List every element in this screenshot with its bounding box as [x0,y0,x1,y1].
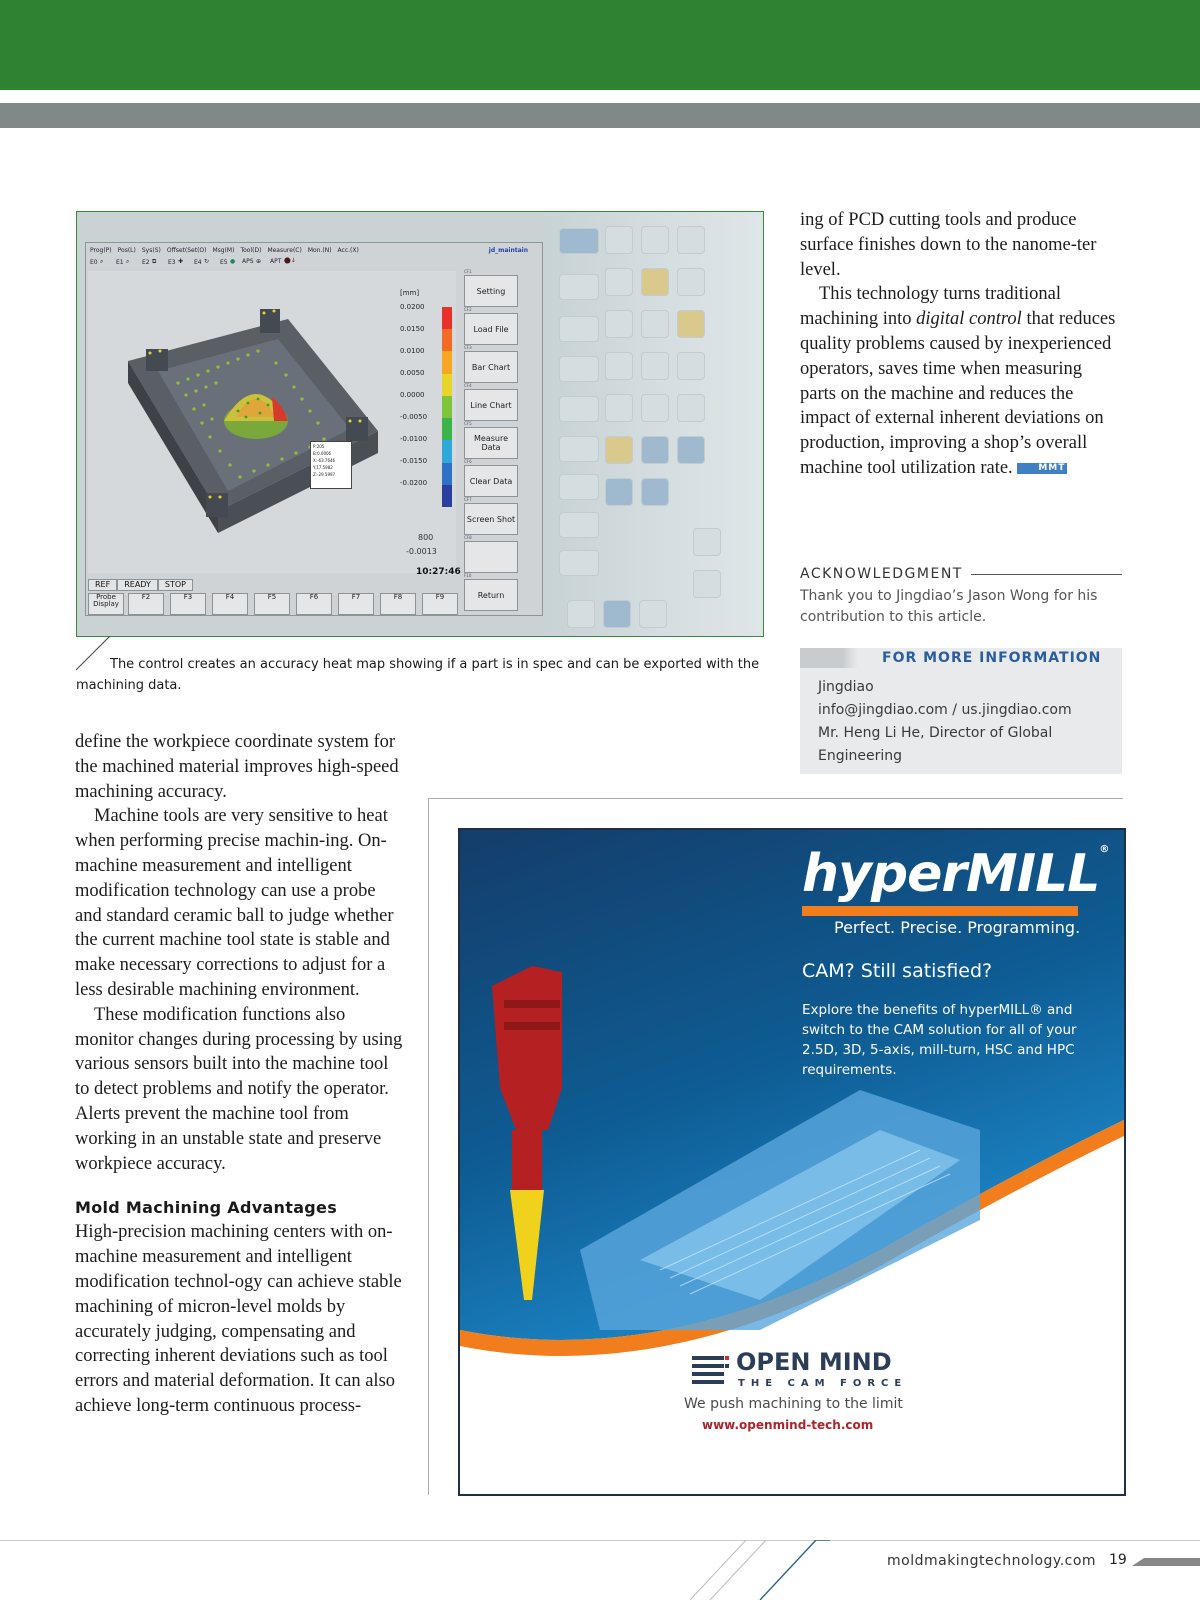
tooltip-line: X:-63.7646 [313,458,336,463]
color-scale-segment [442,351,452,373]
text-run: that reduces quality problems caused by inexperienced operators, saves time when measuring parts on the machine and reduces the impact of external inherent deviations on production, improving a shop’s overall machine tool utilization rate. [800,309,1116,478]
zoom-icon[interactable]: ⌕ [126,258,130,265]
softkey-code: CF5 [464,421,472,426]
menu-item[interactable]: Mon.(N) [307,246,332,254]
legend-value: -0.0200 [400,479,428,487]
function-key[interactable]: F8 [380,593,416,615]
zoom-icon[interactable]: ⌕ [100,258,104,265]
logo-underline [802,906,1078,916]
return-button[interactable]: Return [464,579,518,611]
toolbar-label[interactable]: APT [270,258,282,265]
softkey-code: CF8 [464,535,472,540]
status-stop: STOP [158,579,193,591]
status-ready: READY [117,579,158,591]
color-scale-segment [442,374,452,396]
menu-item[interactable]: Pos(L) [117,246,136,254]
open-mind-name: OPEN MIND [736,1348,892,1376]
color-scale-segment [442,329,452,351]
toolbar-label[interactable]: E1 [116,259,124,266]
legend-value: -0.0100 [400,435,428,443]
more-info-box [800,648,1122,774]
toolbar-label[interactable]: E3 [168,259,176,266]
screen-mode-label: jd_maintain [488,246,528,254]
color-scale-segment [442,307,452,329]
tooltip-line: Y:17.5982 [313,465,333,470]
bar-chart-button[interactable]: Bar Chart [464,351,518,383]
legend-unit: [mm] [400,289,420,297]
header-green-band [0,0,1200,90]
ad-body-text: Explore the benefits of hyperMILL® and switch to the CAM solution for all of your 2.5D, 3D, 5-axis, mill-turn, HSC and HPC requirements. [802,1002,1077,1078]
color-scale-segment [442,440,452,462]
ad-headline: CAM? Still satisfied? [802,960,993,982]
menu-item[interactable]: Msg(M) [212,246,235,254]
softkey-code: CF4 [464,383,472,388]
status-ref: REF [88,579,117,591]
paragraph: High-precision machining centers with on-machine measurement and intelligent modification technol-ogy can achieve stable machining of micron-level molds by accurately judging, compensating and correcting inherent deviations such as tool errors and material deformation. It can also achieve long-term continuous process- [75,1222,402,1416]
point-count: 800 [418,533,434,542]
legend-value: -0.0150 [400,457,428,465]
article-left-column [75,730,405,1419]
menu-item[interactable]: Measure(C) [267,246,302,254]
caption-text: The control creates an accuracy heat map showing if a part is in spec and can be exported with the machining data. [76,657,760,693]
softkey-code: CF2 [464,307,472,312]
probe-display-button[interactable]: Probe Display [88,593,124,615]
footer-tab [1132,1558,1200,1566]
point-info-tooltip [310,441,352,489]
divider [971,574,1122,575]
text-run: This technology turns traditional machining into [800,284,1061,330]
softkey-code: CF3 [464,345,472,350]
more-info-title: FOR MORE INFORMATION [882,650,1102,666]
menu-item[interactable]: Acc.(X) [337,246,359,254]
contact-links[interactable]: info@jingdiao.com / us.jingdiao.com [818,702,1072,718]
toolbar-label[interactable]: E0 [90,259,98,266]
probe-icon[interactable]: ⬤↓ [284,257,296,264]
color-scale-segment [442,396,452,418]
function-key[interactable]: F5 [254,593,290,615]
toolbar-label[interactable]: APS [242,258,254,265]
window-icon[interactable]: ⧉ [152,258,157,265]
pan-icon[interactable]: ✚ [178,258,184,265]
ad-tagline: Perfect. Precise. Programming. [834,918,1081,937]
status-bar [88,579,458,591]
machine-keypad [547,212,763,636]
color-scale-segment [442,418,452,440]
screen-menu-bar [86,243,546,257]
open-mind-subtitle: THE CAM FORCE [738,1378,908,1389]
menu-item[interactable]: Offset(Set(O) [166,246,207,254]
emphasis: digital control [916,309,1022,330]
deviation-readout: -0.0013 [406,547,437,556]
function-key[interactable]: F7 [338,593,374,615]
setting-button[interactable]: Setting [464,275,518,307]
toolbar-label[interactable]: E5 [220,259,228,266]
function-key[interactable]: F6 [296,593,332,615]
hypermill-logo [802,844,1108,904]
registered-mark: ® [1099,844,1109,855]
acknowledgment-heading [800,566,1122,582]
blank-softkey[interactable] [464,541,518,573]
function-key-row [88,593,538,613]
legend-value: 0.0200 [400,303,425,311]
header-gray-band [0,103,1200,128]
heat-color-scale [442,307,452,507]
footer-slash-ornament [690,1540,830,1600]
color-icon[interactable]: ● [230,258,236,265]
function-key[interactable]: F2 [128,593,164,615]
workpiece-heat-map [88,271,398,571]
clock-display: 10:27:46 [416,567,461,577]
softkey-code: CF7 [464,497,472,502]
function-key[interactable]: F4 [212,593,248,615]
rotate-icon[interactable]: ↻ [204,258,210,265]
legend-value: 0.0150 [400,325,425,333]
end-mark-logo: MMT [1017,463,1067,474]
globe-icon[interactable]: ⊕ [256,258,262,265]
toolbar-label[interactable]: E4 [194,259,202,266]
hypermill-advertisement[interactable] [458,828,1126,1496]
company-name: Jingdiao [818,679,874,695]
footer-site[interactable]: moldmakingtechnology.com [887,1553,1097,1569]
menu-item[interactable]: Prog(P) [90,246,112,254]
more-info-lines [818,676,1072,768]
softkey-code: CF6 [464,459,472,464]
legend-value: 0.0050 [400,369,425,377]
load-file-button[interactable]: Load File [464,313,518,345]
legend-value: -0.0050 [400,413,428,421]
paragraph: These modification functions also monitor changes during processing by using various sensors built into the machine tool to detect problems and notify the operator. Alerts prevent the machine tool from working in an unstable state and preserve workpiece accuracy. [75,1004,403,1174]
contact-person: Mr. Heng Li He, Director of Global [818,725,1053,741]
open-mind-logo-icon [692,1354,730,1390]
legend-value: 0.0100 [400,347,425,355]
acknowledgment-section [800,566,1122,628]
figure-caption [76,654,766,696]
function-key[interactable]: F3 [170,593,206,615]
screen-shot-button[interactable]: Screen Shot [464,503,518,535]
paragraph: define the workpiece coordinate system for the machined material improves high-speed machining accuracy. [75,732,399,802]
open-mind-url[interactable]: www.openmind-tech.com [702,1418,874,1432]
control-screen [85,242,543,616]
paragraph: ing of PCD cutting tools and produce surface finishes down to the nanome-ter level. [800,210,1097,280]
paragraph [800,282,1120,480]
contact-person-dept: Engineering [818,748,902,764]
toolbar-label[interactable]: E2 [142,259,150,266]
tooltip-line: P:205 [313,444,325,449]
color-scale-segment [442,485,452,507]
control-screenshot-figure [76,211,764,637]
softkey-column [464,271,538,611]
page-number: 19 [1109,1552,1127,1568]
logo-text: hyperMILL [802,844,1100,904]
tooltip-line: B:0.0006 [313,451,332,456]
legend-value: 0.0000 [400,391,425,399]
article-right-column [800,208,1120,481]
menu-item[interactable]: Tool(D) [240,246,262,254]
softkey-code: CF1 [464,269,472,274]
softkey-code: F10 [464,573,472,578]
screen-toolbar [90,257,410,271]
heat-map-viewport[interactable] [88,271,456,573]
open-mind-slogan: We push machining to the limit [684,1396,903,1412]
function-key[interactable]: F9 [422,593,458,615]
measure-data-button[interactable]: Measure Data [464,427,518,459]
tooltip-line: Z:-29.5997 [313,472,336,477]
acknowledgment-title: ACKNOWLEDGMENT [800,566,963,582]
clear-data-button[interactable]: Clear Data [464,465,518,497]
color-scale-segment [442,463,452,485]
section-heading: Mold Machining Advantages [75,1198,338,1218]
acknowledgment-text: Thank you to Jingdiao’s Jason Wong for his contribution to this article. [800,588,1098,625]
line-chart-button[interactable]: Line Chart [464,389,518,421]
paragraph: Machine tools are very sensitive to heat when performing precise machin-ing. On-machine measurement and intelligent modification technology can use a probe and standard ceramic ball to judge whether the current machine tool state is stable and make necessary corrections to adjust for a less desirable machining environment. [75,806,394,1000]
menu-item[interactable]: Sys(S) [141,246,161,254]
footer-rule [0,1540,1200,1541]
